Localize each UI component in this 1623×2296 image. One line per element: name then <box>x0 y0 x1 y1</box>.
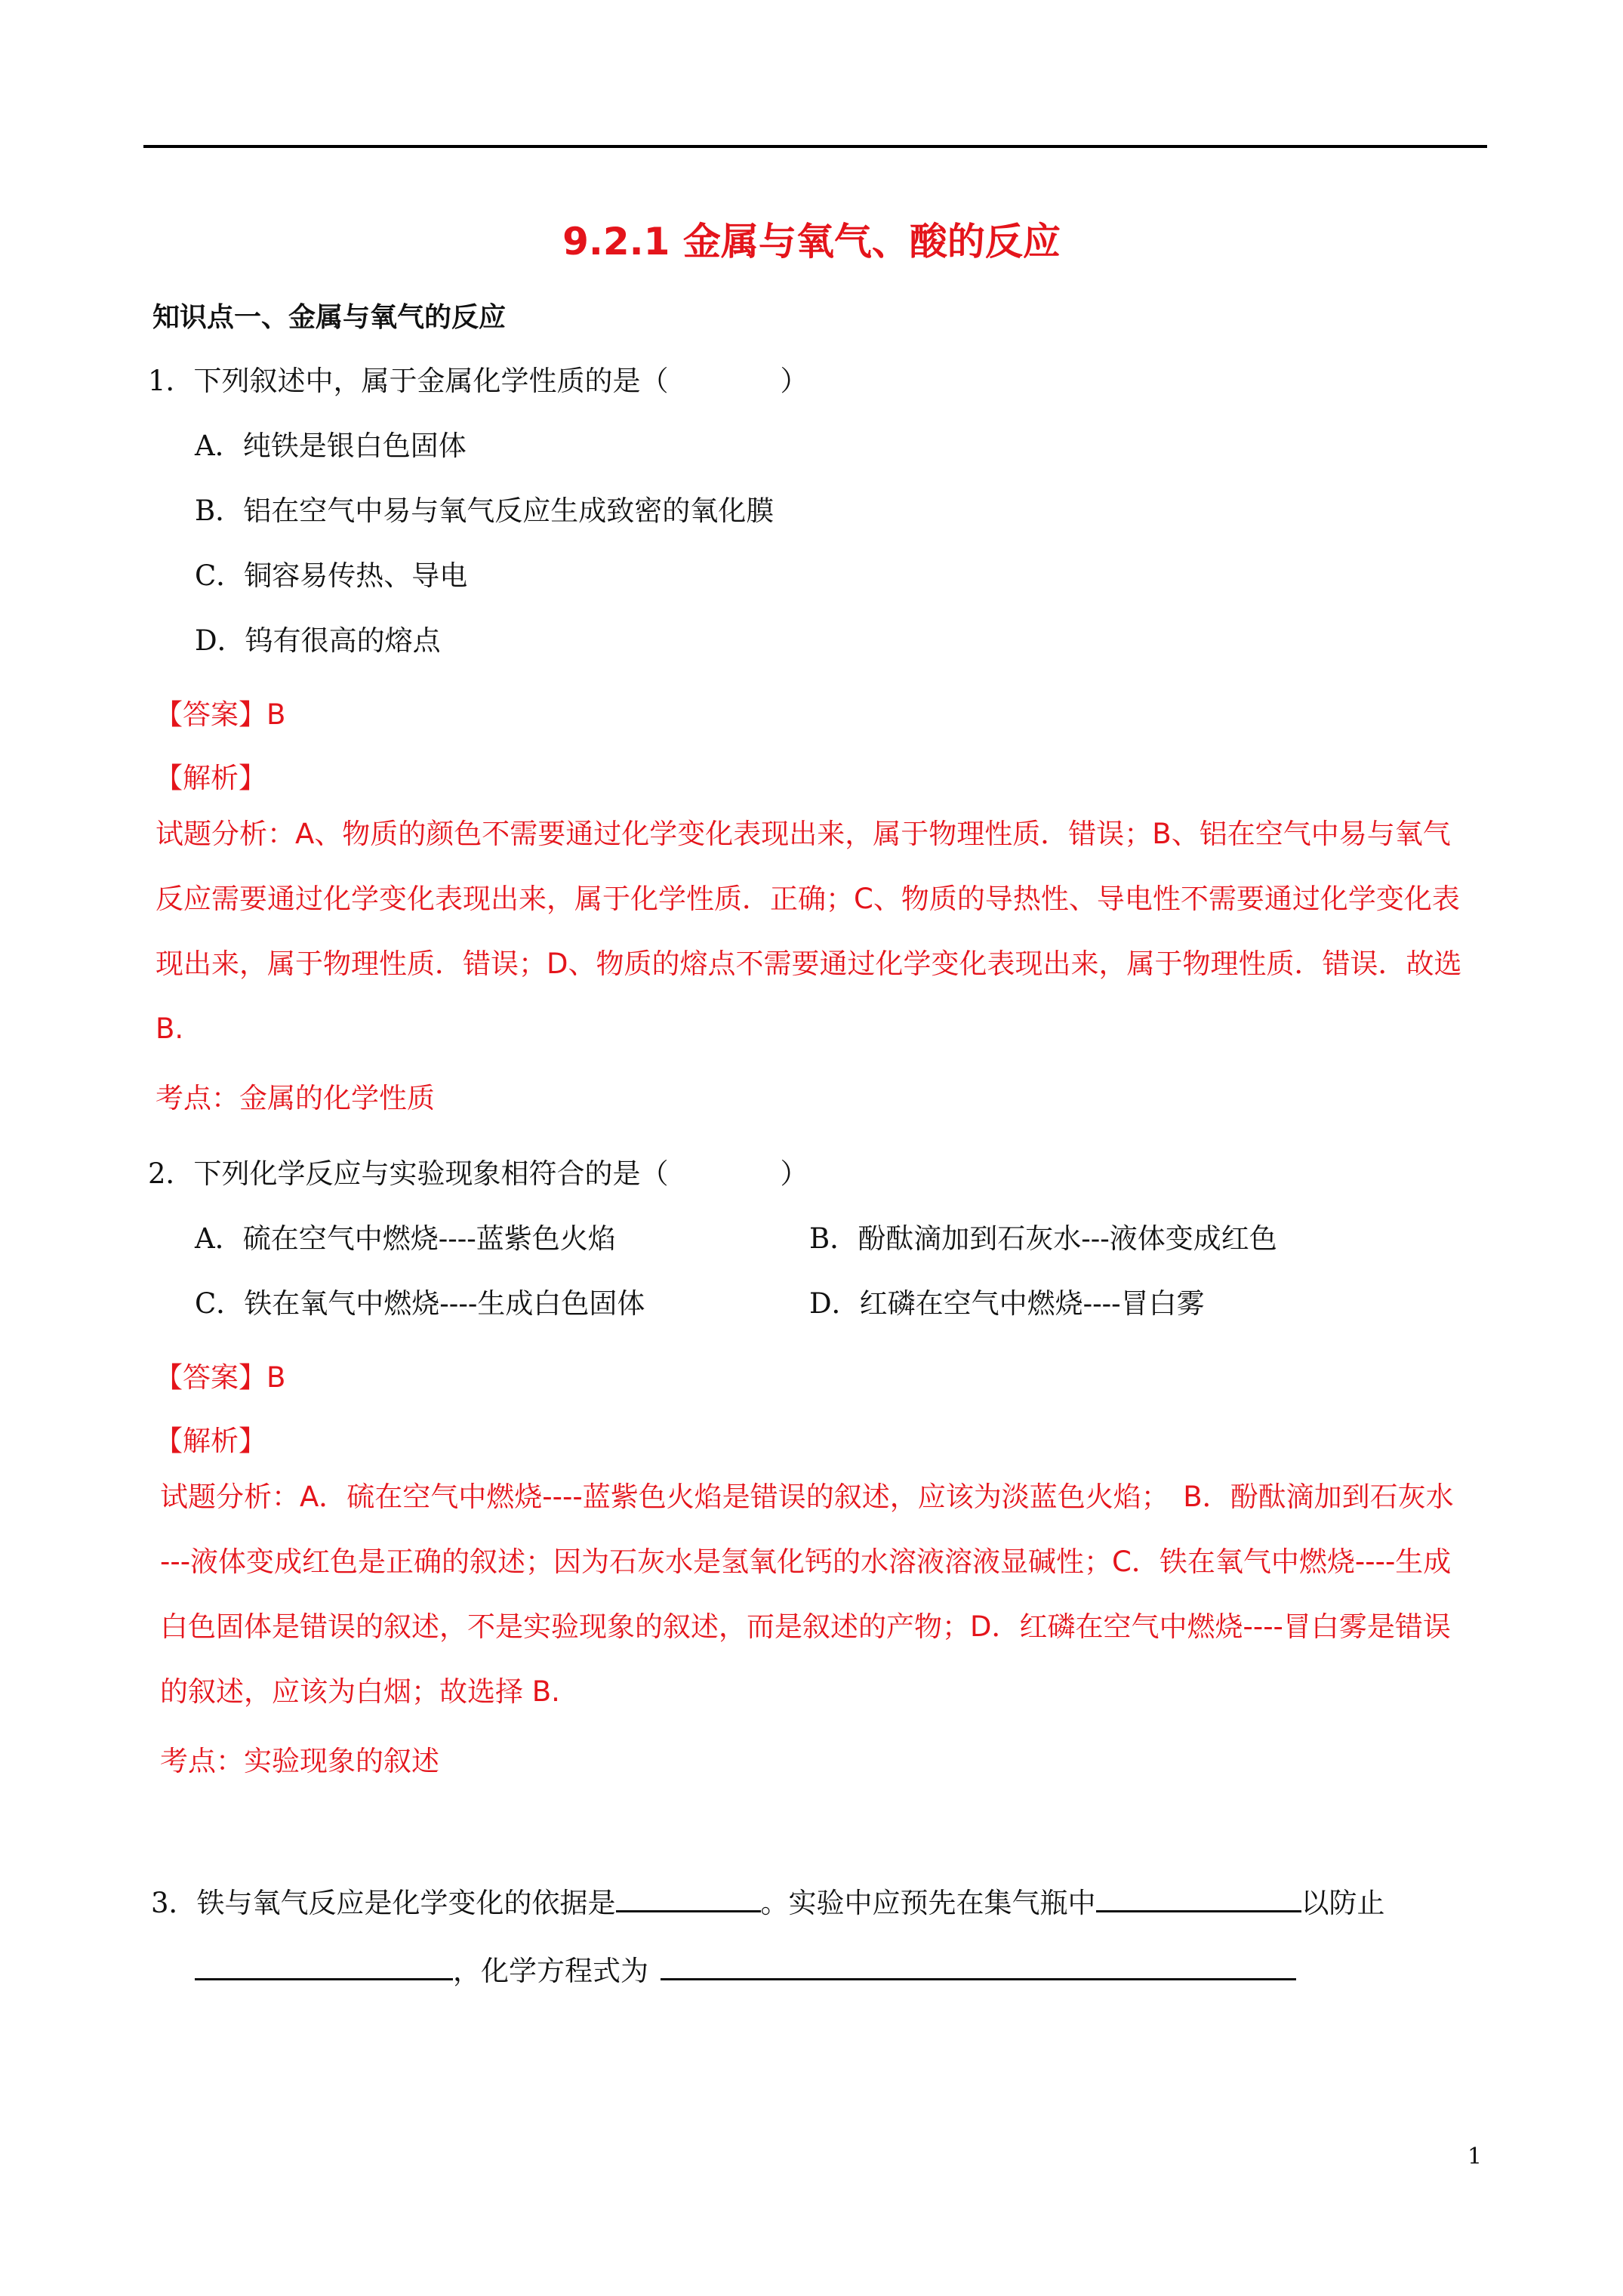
q3-blank-3[interactable] <box>195 1955 453 1980</box>
header-rule <box>143 145 1487 148</box>
q1-analysis <box>156 802 1462 1062</box>
q2-option-a: A．硫在空气中燃烧----蓝紫色火焰 <box>195 1222 616 1255</box>
q2-answer: 【答案】B <box>155 1361 286 1394</box>
q3-text-2: 。实验中应预先在集气瓶中 <box>760 1887 1096 1919</box>
q2-analysis-line: 白色固体是错误的叙述，不是实验现象的叙述，而是叙述的产物；D．红磷在空气中燃烧----冒白雾是错误 <box>160 1610 1451 1643</box>
q1-stem: 1．下列叙述中，属于金属化学性质的是（ ） <box>148 365 808 397</box>
q2-analysis-line: 试题分析：A．硫在空气中燃烧----蓝紫色火焰是错误的叙述，应该为淡蓝色火焰； B．酚酞滴加到石灰水 <box>160 1481 1454 1513</box>
q2-analysis <box>160 1465 1454 1724</box>
q3-blank-2[interactable] <box>1096 1888 1301 1912</box>
q1-analysis-label: 【解析】 <box>155 762 266 794</box>
q3-text-1: 3．铁与氧气反应是化学变化的依据是 <box>151 1887 616 1919</box>
q3-blank-1[interactable] <box>616 1888 761 1912</box>
q1-kaodian: 考点：金属的化学性质 <box>156 1082 435 1114</box>
q3-text-3: 以防止 <box>1301 1887 1385 1919</box>
q3-blank-4[interactable] <box>661 1955 1296 1980</box>
q3-text-4: ，化学方程式为 <box>453 1955 648 1987</box>
q2-analysis-line: ---液体变成红色是正确的叙述；因为石灰水是氢氧化钙的水溶液溶液显碱性；C．铁在氧气中燃烧----生成 <box>160 1546 1452 1578</box>
q1-option-d: D．钨有很高的熔点 <box>195 624 441 657</box>
q2-option-b: B．酚酞滴加到石灰水---液体变成红色 <box>809 1222 1277 1255</box>
q2-option-c: C．铁在氧气中燃烧----生成白色固体 <box>195 1287 645 1320</box>
q2-analysis-label: 【解析】 <box>155 1425 266 1457</box>
page-number: 1 <box>1467 2143 1483 2170</box>
q2-kaodian: 考点：实验现象的叙述 <box>160 1745 439 1777</box>
q1-option-c: C．铜容易传热、导电 <box>195 559 468 592</box>
q3-line2 <box>195 1948 1296 1989</box>
q1-analysis-line: 现出来，属于物理性质．错误；D、物质的熔点不需要通过化学变化表现出来，属于物理性质．错误．故选 <box>156 948 1462 980</box>
q2-analysis-line: 的叙述，应该为白烟；故选择 B. <box>160 1675 560 1708</box>
q1-analysis-line: 试题分析：A、物质的颜色不需要通过化学变化表现出来，属于物理性质．错误；B、铝在空气中易与氧气 <box>156 818 1451 850</box>
q3-line1 <box>151 1880 1385 1921</box>
q2-option-d: D．红磷在空气中燃烧----冒白雾 <box>809 1287 1205 1320</box>
section-heading: 知识点一、金属与氧气的反应 <box>152 301 507 333</box>
q1-option-a: A．纯铁是银白色固体 <box>195 430 467 462</box>
q1-answer: 【答案】B <box>155 698 286 731</box>
q1-analysis-line: 反应需要通过化学变化表现出来，属于化学性质．正确；C、物质的导热性、导电性不需要通过化学变化表 <box>156 883 1460 915</box>
page-title: 9.2.1 金属与氧气、酸的反应 <box>562 220 1061 264</box>
q2-stem: 2．下列化学反应与实验现象相符合的是（ ） <box>148 1157 808 1190</box>
q1-analysis-line: B. <box>156 1012 184 1045</box>
q1-option-b: B．铝在空气中易与氧气反应生成致密的氧化膜 <box>195 495 775 527</box>
